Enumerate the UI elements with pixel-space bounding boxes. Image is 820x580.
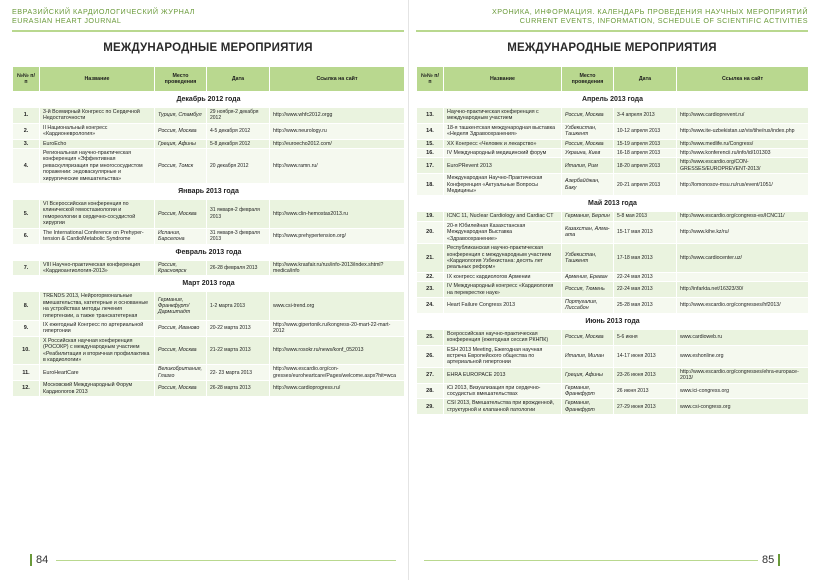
event-date: 20-21 апреля 2013 xyxy=(614,174,677,196)
table-row xyxy=(417,399,809,415)
event-date: 26-28 февраля 2013 xyxy=(207,260,270,276)
table-row xyxy=(417,367,809,383)
event-link[interactable]: http://www.krasfair.ru/rus/info-2013/index.shtml?medica/info xyxy=(270,260,405,276)
column-header-link: Ссылка на сайт xyxy=(677,67,809,92)
event-name: iCi 2013, Визуализация при сердечно-сосудистых вмешательствах xyxy=(444,383,562,399)
left-page xyxy=(12,0,404,580)
event-place: Россия, Томск xyxy=(155,149,207,184)
event-date: 3-4 апреля 2013 xyxy=(614,108,677,124)
table-row xyxy=(417,149,809,158)
event-name: VIII Научно-практическая конференция «Кардиоангиология-2013» xyxy=(40,260,155,276)
event-link[interactable]: http://www.escardio.org/CON-GRESSES/EUROPREVENT-2013/ xyxy=(677,158,809,174)
event-date: 23-26 июня 2013 xyxy=(614,367,677,383)
table-row xyxy=(13,260,405,276)
running-header xyxy=(12,0,404,26)
event-link[interactable]: http://www.medlife.ru/Congress/ xyxy=(677,139,809,148)
event-link[interactable]: http://euroecho2012.com/ xyxy=(270,139,405,148)
event-name: EHRA EUROPACE 2013 xyxy=(444,367,562,383)
event-date: 5-8 мая 2013 xyxy=(614,212,677,221)
column-header-date: Дата xyxy=(207,67,270,92)
event-link[interactable]: www.eshonline.org xyxy=(677,345,809,367)
column-header-place: Место проведения xyxy=(562,67,614,92)
event-link[interactable]: http://www.escardio.org/congresses/ehra-europace-2013/ xyxy=(677,367,809,383)
table-row xyxy=(13,200,405,229)
event-number: 9. xyxy=(13,320,40,336)
footer-divider xyxy=(424,560,758,561)
running-header xyxy=(416,0,808,26)
event-link[interactable]: http://infarkta.net/16323/30/ xyxy=(677,282,809,298)
event-link[interactable]: http://www.cardiocenter.uz/ xyxy=(677,244,809,273)
event-name: IV Международный медицинский форум xyxy=(444,149,562,158)
event-link[interactable]: www.cardioweb.ru xyxy=(677,329,809,345)
event-name: Международная Научно-Практическая Конференция «Актуальные Вопросы Медицины» xyxy=(444,174,562,196)
month-heading: Апрель 2013 года xyxy=(417,92,809,108)
month-heading: Февраль 2013 года xyxy=(13,244,405,260)
page-number: 84 xyxy=(36,554,49,566)
column-header-num: №№ п/п xyxy=(417,67,444,92)
table-header-row xyxy=(13,67,405,92)
table-row xyxy=(13,228,405,244)
event-date: 26 июня 2013 xyxy=(614,383,677,399)
event-date: 20 декабря 2012 xyxy=(207,149,270,184)
table-row xyxy=(13,149,405,184)
event-place: Россия, Красноярск xyxy=(155,260,207,276)
table-row xyxy=(13,320,405,336)
page-number: 85 xyxy=(762,554,775,566)
table-row xyxy=(417,244,809,273)
table-row xyxy=(417,123,809,139)
event-link[interactable]: http://www.konferencii.ru/info/id/101303 xyxy=(677,149,809,158)
event-date: 21-22 марта 2013 xyxy=(207,336,270,365)
event-name: X Российская научная конференция (РОСОКР) с международным участием «Реабилитация и вторичная профилактика в кардиологии» xyxy=(40,336,155,365)
event-number: 13. xyxy=(417,108,444,124)
event-date: 1-2 марта 2013 xyxy=(207,292,270,321)
event-number: 4. xyxy=(13,149,40,184)
month-section-row xyxy=(417,196,809,212)
month-section-row xyxy=(13,244,405,260)
event-date: 27-29 июня 2013 xyxy=(614,399,677,415)
table-row xyxy=(417,212,809,221)
month-heading: Декабрь 2012 года xyxy=(13,92,405,108)
event-place: Германия, Франкфурт xyxy=(562,383,614,399)
event-number: 10. xyxy=(13,336,40,365)
event-name: 18-я ташкентская международная выставка «Неделя Здравоохранения» xyxy=(444,123,562,139)
event-name: EuroEcho xyxy=(40,139,155,148)
event-number: 5. xyxy=(13,200,40,229)
events-table xyxy=(12,66,405,397)
event-link[interactable]: http://www.escardio.org/congress-es/ICNC11/ xyxy=(677,212,809,221)
month-heading: Июнь 2013 года xyxy=(417,313,809,329)
table-row xyxy=(417,272,809,281)
event-link[interactable]: www.ici-congress.org xyxy=(677,383,809,399)
table-row xyxy=(417,383,809,399)
event-date: 10-12 апреля 2013 xyxy=(614,123,677,139)
event-place: Греция, Афины xyxy=(562,367,614,383)
month-section-row xyxy=(13,92,405,108)
event-name: ESH 2013 Meeting, Ежегодная научная встреча Европейского общества по артериальной гипертонии xyxy=(444,345,562,367)
event-name: 20-я Юбилейная Казахстанская Международная Выставка «Здравоохранение» xyxy=(444,221,562,243)
table-row xyxy=(13,139,405,148)
month-section-row xyxy=(417,313,809,329)
event-place: Германия, Франкфурт/ Дармштадт xyxy=(155,292,207,321)
month-heading: Март 2013 года xyxy=(13,276,405,292)
event-number: 11. xyxy=(13,365,40,381)
table-row xyxy=(13,336,405,365)
event-link[interactable]: http://www.gipertonik.ru/kongress-20-mart-22-mart-2012 xyxy=(270,320,405,336)
section-title-ru: ХРОНИКА, ИНФОРМАЦИЯ. КАЛЕНДАРЬ ПРОВЕДЕНИЯ НАУЧНЫХ МЕРОПРИЯТИЙ xyxy=(491,7,808,16)
event-name: Всероссийская научно-практическая конференция (ежегодная сессия РКНПК) xyxy=(444,329,562,345)
event-place: Россия, Тюмень xyxy=(562,282,614,298)
column-header-name: Название xyxy=(444,67,562,92)
event-link[interactable]: http://www.kihe.kz/ru/ xyxy=(677,221,809,243)
right-page xyxy=(416,0,808,580)
column-header-place: Место проведения xyxy=(155,67,207,92)
event-number: 26. xyxy=(417,345,444,367)
event-place: Италия, Милан xyxy=(562,345,614,367)
event-link[interactable] xyxy=(677,272,809,281)
event-date: 14-17 июня 2013 xyxy=(614,345,677,367)
event-number: 20. xyxy=(417,221,444,243)
event-number: 21. xyxy=(417,244,444,273)
table-row xyxy=(13,381,405,397)
event-number: 29. xyxy=(417,399,444,415)
table-row xyxy=(417,139,809,148)
event-number: 16. xyxy=(417,149,444,158)
event-place: Турция, Стамбул xyxy=(155,108,207,124)
page-title: МЕЖДУНАРОДНЫЕ МЕРОПРИЯТИЯ xyxy=(507,42,717,54)
event-name: VI Всероссийская конференция по клинической гемостазиологии и гемореологии в сердечно-сосудистой хирургии xyxy=(40,200,155,229)
event-number: 22. xyxy=(417,272,444,281)
event-place: Казахстан, Алма-ата xyxy=(562,221,614,243)
footer-divider xyxy=(56,560,396,561)
event-place: Россия, Москва xyxy=(562,139,614,148)
event-place: Узбекистан, Ташкент xyxy=(562,123,614,139)
event-link[interactable]: www.csi-congress.org xyxy=(677,399,809,415)
event-number: 2. xyxy=(13,123,40,139)
event-name: ICNC 11, Nuclear Cardiology and Cardiac CT xyxy=(444,212,562,221)
page-footer xyxy=(26,554,48,566)
event-date: 22-24 мая 2013 xyxy=(614,272,677,281)
event-number: 19. xyxy=(417,212,444,221)
event-name: CSI 2013, Вмешательства при врожденной, структурной и клапанной патологии xyxy=(444,399,562,415)
event-place: Россия, Иваново xyxy=(155,320,207,336)
event-link[interactable]: http://www.clin-hemostas2013.ru xyxy=(270,200,405,229)
event-place: Великобритания, Глазго xyxy=(155,365,207,381)
month-heading: Январь 2013 года xyxy=(13,184,405,200)
event-place: Россия, Москва xyxy=(562,108,614,124)
event-number: 27. xyxy=(417,367,444,383)
event-number: 12. xyxy=(13,381,40,397)
event-date: 22-24 мая 2013 xyxy=(614,282,677,298)
event-number: 17. xyxy=(417,158,444,174)
event-link[interactable]: http://www.escardio.org/con-gresses/euroheartcare/Pages/welcome.aspx?hit=wca xyxy=(270,365,405,381)
event-place: Россия, Москва xyxy=(155,200,207,229)
event-name: Московский Международный Форум Кардиологов 2013 xyxy=(40,381,155,397)
event-date: 16-18 апреля 2013 xyxy=(614,149,677,158)
event-date: 15-17 мая 2013 xyxy=(614,221,677,243)
table-row xyxy=(417,108,809,124)
column-header-link: Ссылка на сайт xyxy=(270,67,405,92)
event-place: Испания, Барселона xyxy=(155,228,207,244)
event-place: Россия, Москва xyxy=(155,381,207,397)
event-number: 8. xyxy=(13,292,40,321)
event-number: 1. xyxy=(13,108,40,124)
column-header-name: Название xyxy=(40,67,155,92)
event-date: 25-28 мая 2013 xyxy=(614,297,677,313)
month-section-row xyxy=(417,92,809,108)
events-table-body xyxy=(13,92,405,397)
table-header-row xyxy=(417,67,809,92)
event-place: Узбекистан, Ташкент xyxy=(562,244,614,273)
event-link[interactable]: http://www.ramn.ru/ xyxy=(270,149,405,184)
event-date: 5-6 июня xyxy=(614,329,677,345)
table-row xyxy=(13,108,405,124)
event-date: 26-28 марта 2013 xyxy=(207,381,270,397)
journal-title-en: EURASIAN HEART JOURNAL xyxy=(12,15,122,25)
event-date: 29 ноября-2 декабря 2012 xyxy=(207,108,270,124)
page-title: МЕЖДУНАРОДНЫЕ МЕРОПРИЯТИЯ xyxy=(103,42,313,54)
event-date: 22- 23 марта 2013 xyxy=(207,365,270,381)
column-header-num: №№ п/п xyxy=(13,67,40,92)
event-date: 5-8 декабря 2012 xyxy=(207,139,270,148)
event-date: 31 января-2 февраля 2013 xyxy=(207,200,270,229)
event-name: IX ежегодный Конгресс по артериальной гипертонии xyxy=(40,320,155,336)
event-place: Германия, Франкфурт xyxy=(562,399,614,415)
event-place: Италия, Рим xyxy=(562,158,614,174)
event-link[interactable]: http://www.neurology.ru xyxy=(270,123,405,139)
event-number: 3. xyxy=(13,139,40,148)
event-name: EuroPRevent 2013 xyxy=(444,158,562,174)
event-link[interactable]: http://www.whfc2012.orgg xyxy=(270,108,405,124)
event-place: Армения, Ереван xyxy=(562,272,614,281)
page-spine xyxy=(408,0,409,580)
event-name: The International Conference on Prehyper-tension & CardioMetabolic Syndrome xyxy=(40,228,155,244)
event-name: Республиканская научно-практическая конференция с международным участием «Кардиология Узбекистана: десять лет реальных реформ» xyxy=(444,244,562,273)
event-name: TRENDS 2013, Нейрогормональные вмешательства, катетерные и основанные на устройствах методы лечения гипертензии, а также транскатетерная xyxy=(40,292,155,321)
event-link[interactable]: http://www.prehypertension.org/ xyxy=(270,228,405,244)
event-place: Азербайджан, Баку xyxy=(562,174,614,196)
header-divider xyxy=(12,30,404,32)
event-link[interactable]: http://lomonosov-msu.ru/rus/event/1051/ xyxy=(677,174,809,196)
event-date: 31 января-3 февраля 2013 xyxy=(207,228,270,244)
event-date: 18-20 апреля 2013 xyxy=(614,158,677,174)
event-place: Германия, Берлин xyxy=(562,212,614,221)
page-footer xyxy=(762,554,784,566)
event-number: 14. xyxy=(417,123,444,139)
event-name: XX Конгресс «Человек и лекарство» xyxy=(444,139,562,148)
event-link[interactable]: www.csi-trend.org xyxy=(270,292,405,321)
event-date: 15-19 апреля 2013 xyxy=(614,139,677,148)
column-header-date: Дата xyxy=(614,67,677,92)
events-table-body xyxy=(417,92,809,415)
event-name: IX конгресс кардиологов Армении xyxy=(444,272,562,281)
event-name: 3-й Всемирный Конгресс по Сердечной Недостаточности xyxy=(40,108,155,124)
footer-bar xyxy=(30,554,32,566)
event-date: 17-18 мая 2013 xyxy=(614,244,677,273)
event-place: Россия, Москва xyxy=(155,123,207,139)
table-row xyxy=(417,282,809,298)
event-name: IV Международный конгресс «Кардиология на перекрестке наук» xyxy=(444,282,562,298)
event-link[interactable]: http://www.cardioprogress.ru/ xyxy=(270,381,405,397)
month-section-row xyxy=(13,184,405,200)
section-title-en: CURRENT EVENTS, INFORMATION, SCHEDULE OF SCIENTIFIC ACTIVITIES xyxy=(519,15,808,25)
event-name: Региональная научно-практическая конференция «Эффективная реваскуляризация при многососудистом поражении: эндоваскулярные и хирургические вмешательства» xyxy=(40,149,155,184)
event-place: Россия, Москва xyxy=(562,329,614,345)
table-row xyxy=(417,345,809,367)
table-row xyxy=(13,292,405,321)
event-name: Научно-практическая конференция с международным участием xyxy=(444,108,562,124)
event-link[interactable]: http://www.escardio.org/congresses/hf2013/ xyxy=(677,297,809,313)
event-number: 18. xyxy=(417,174,444,196)
table-row xyxy=(417,329,809,345)
event-number: 24. xyxy=(417,297,444,313)
event-date: 20-22 марта 2013 xyxy=(207,320,270,336)
month-section-row xyxy=(13,276,405,292)
journal-title-ru: ЕВРАЗИЙСКИЙ КАРДИОЛОГИЧЕСКИЙ ЖУРНАЛ xyxy=(12,7,196,16)
event-link[interactable]: http://www.ite-uzbekistan.uz/vis/tihe/rus/index.php xyxy=(677,123,809,139)
event-number: 25. xyxy=(417,329,444,345)
event-name: EuroHeartCare xyxy=(40,365,155,381)
footer-bar xyxy=(778,554,780,566)
event-name: II Национальный конгресс «Кардионеврология» xyxy=(40,123,155,139)
event-date: 4-5 декабря 2012 xyxy=(207,123,270,139)
event-link[interactable]: http://www.rosokr.ru/news/konf_052013 xyxy=(270,336,405,365)
event-number: 15. xyxy=(417,139,444,148)
event-number: 6. xyxy=(13,228,40,244)
event-name: Heart Failure Congress 2013 xyxy=(444,297,562,313)
table-row xyxy=(417,158,809,174)
event-place: Украина, Киев xyxy=(562,149,614,158)
table-row xyxy=(417,174,809,196)
table-row xyxy=(13,123,405,139)
event-number: 23. xyxy=(417,282,444,298)
event-number: 28. xyxy=(417,383,444,399)
event-link[interactable]: http://www.cardioprevent.ru/ xyxy=(677,108,809,124)
table-row xyxy=(417,297,809,313)
month-heading: Май 2013 года xyxy=(417,196,809,212)
event-place: Греция, Афины xyxy=(155,139,207,148)
table-row xyxy=(417,221,809,243)
event-place: Россия, Москва xyxy=(155,336,207,365)
events-table xyxy=(416,66,809,415)
table-row xyxy=(13,365,405,381)
header-divider xyxy=(416,30,808,32)
event-number: 7. xyxy=(13,260,40,276)
event-place: Португалия, Лиссабон xyxy=(562,297,614,313)
